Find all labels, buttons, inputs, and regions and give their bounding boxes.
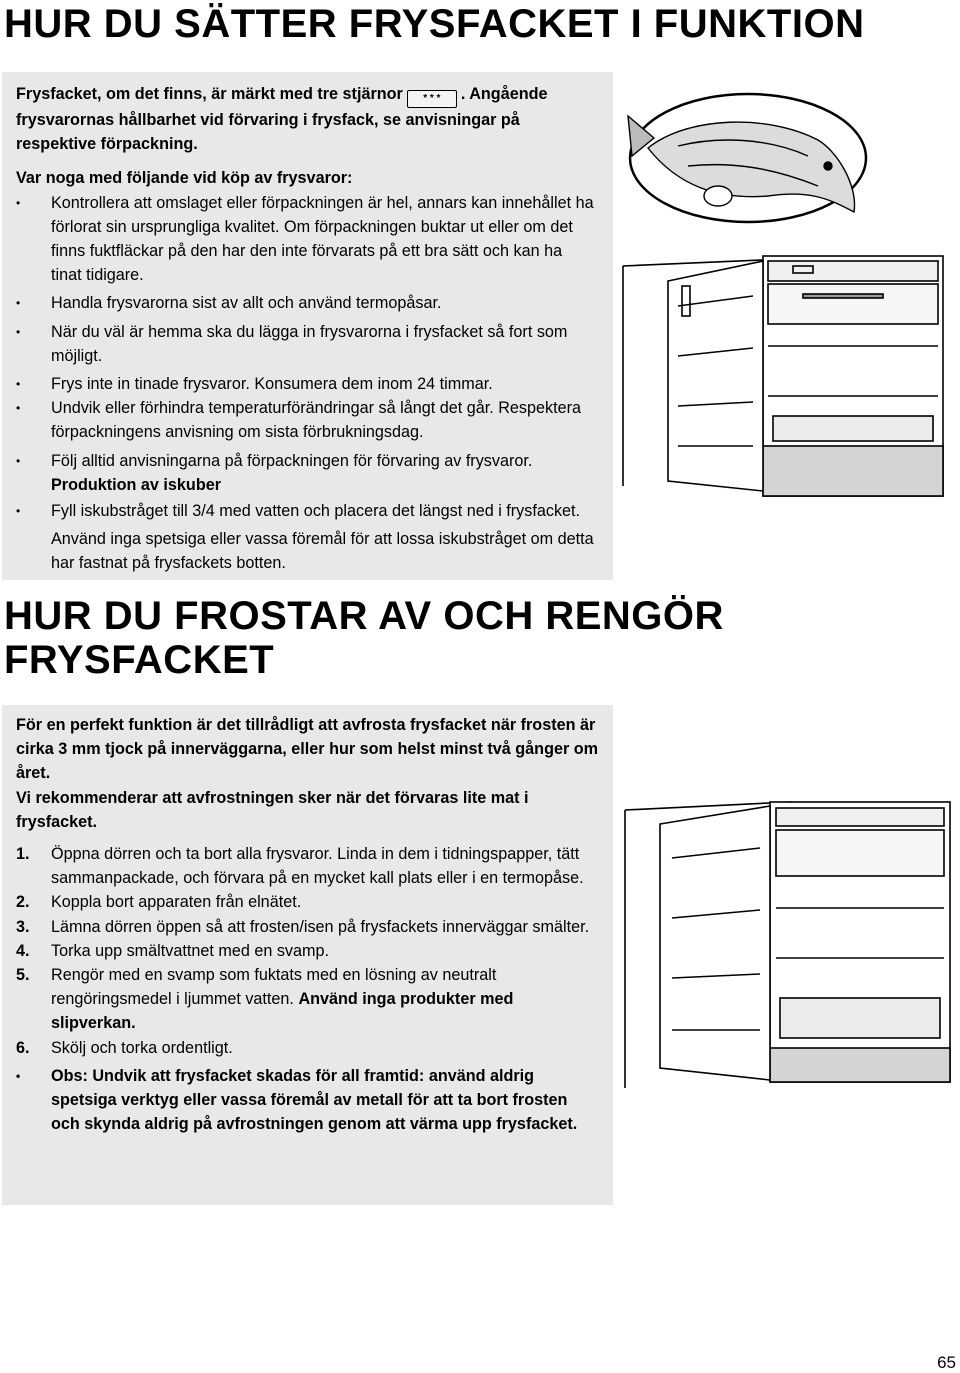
defrost-panel [2,705,613,1205]
list-item: • Fyll iskubstråget till 3/4 med vatten och placera det längst ned i frysfacket. [16,499,599,523]
freezer-usage-panel [2,72,613,580]
bullet-icon: • [16,504,21,519]
section1-title: HUR DU SÄTTER FRYSFACKET I FUNKTION [4,2,865,46]
list-item: • När du väl är hemma ska du lägga in frysvarorna i frysfacket så fort som möjligt. [16,320,596,368]
bullet-icon: • [16,296,21,311]
purchase-heading: Var noga med följande vid köp av frysvaror: [16,169,353,188]
list-item: 1. Öppna dörren och ta bort alla frysvaror. Linda in dem i tidningspapper, tätt sammanpackade, och förvara på en mycket kall plats eller i en termopåse. [16,845,584,888]
bullet-icon: • [16,1068,21,1083]
ice-heading: Produktion av iskuber [51,475,222,494]
section2-title [4,594,724,682]
list-item: 4. Torka upp smältvattnet med en svamp. [16,941,330,960]
intro-text-a: Frysfacket, om det finns, är märkt med tre stjärnor [16,85,403,103]
section2-title-line1: HUR DU FROSTAR AV OCH RENGÖR [4,594,724,638]
defrost-intro: För en perfekt funktion är det tillrådligt att avfrosta frysfacket när frosten är cirka 3 mm tjock på innerväggarna, eller hur som helst minst två gånger om året. [16,716,599,783]
list-item: 6. Skölj och torka ordentligt. [16,1038,233,1057]
defrost-steps [16,842,599,1136]
intro-text-b: . Angående frysvarornas hållbarhet vid förvaring i frysfack, se anvisningar på respektive förpackning. [16,85,548,154]
bullet-icon: • [16,401,21,416]
list-item: • Följ alltid anvisningarna på förpackningen för förvaring av frysvaror. [16,449,596,473]
list-item: • Undvik eller förhindra temperaturförändringar så långt det går. Respektera förpackningens anvisning om sista förbrukningsdag. [16,396,596,444]
list-item: • Frys inte in tinade frysvaror. Konsumera dem inom 24 timmar. [16,372,596,396]
intro-text [16,82,599,156]
ice-note: Använd inga spetsiga eller vassa föremål för att lossa iskubstråget om detta har fastnat på frysfackets botten. [51,530,594,573]
list-item: 3. Lämna dörren öppen så att frosten/isen på frysfackets innerväggar smälter. [16,917,590,936]
defrost-recommendation: Vi rekommenderar att avfrostningen sker när det förvaras lite mat i frysfacket. [16,788,529,831]
fridge-fish-illustration [618,86,958,506]
page-number: 65 [937,1353,956,1372]
purchase-list [16,191,596,473]
bullet-icon: • [16,377,21,392]
bullet-icon: • [16,453,21,468]
list-item: 5. Rengör med en svamp som fuktats med en lösning av neutralt rengöringsmedel i ljummet vatten. Använd inga produkter med slipverkan. [16,966,514,1033]
three-stars-icon: * * * [407,90,457,108]
warning-item: • Obs: Undvik att frysfacket skadas för all framtid: använd aldrig spetsiga verktyg eller vassa föremål av metall för att ta bort frosten och skynda aldrig på avfrostningen genom att värma upp frysfacket. [16,1064,599,1137]
list-item: • Handla frysvarorna sist av allt och använd termopåsar. [16,291,596,315]
list-item: • Kontrollera att omslaget eller förpackningen är hel, annars kan innehållet ha förlorat sin ursprungliga kvalitet. Om förpackningen buktar ut eller om det finns fuktfläckar på den har den inte förvarats på ett bra sätt och kan ha tinat tidigare. [16,191,596,288]
bullet-icon: • [16,324,21,339]
list-item: 2. Koppla bort apparaten från elnätet. [16,893,302,912]
bullet-icon: • [16,195,21,210]
section2-title-line2: FRYSFACKET [4,638,275,682]
fridge-illustration [620,798,956,1098]
